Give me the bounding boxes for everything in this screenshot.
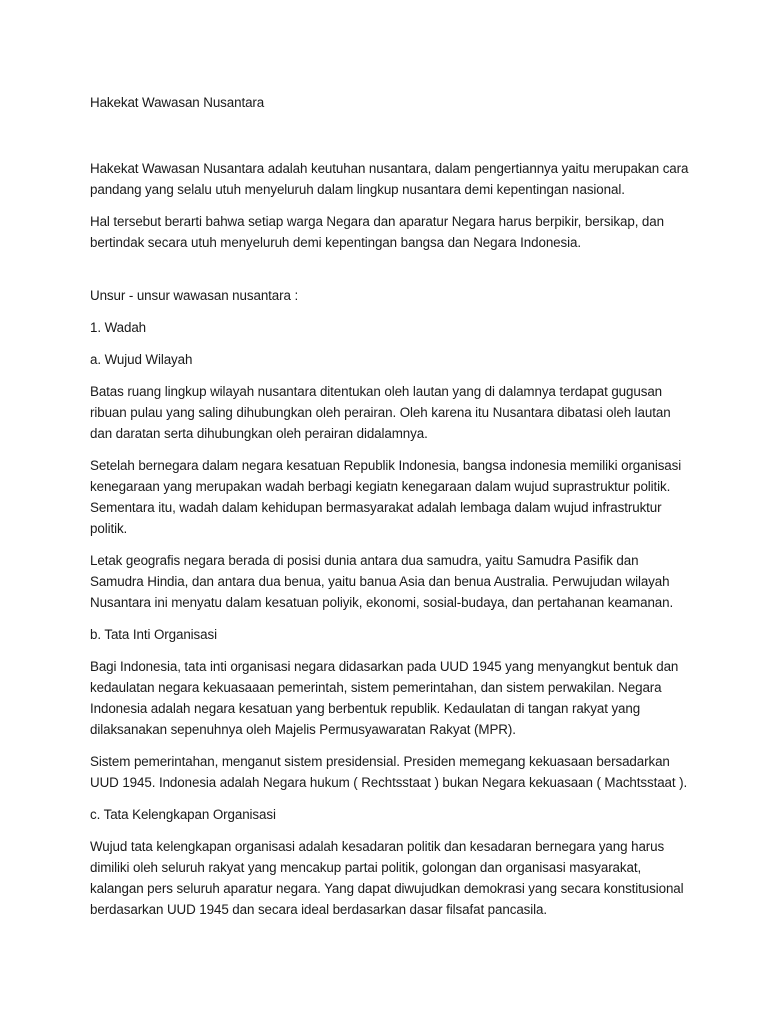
paragraph-letak-geografis: Letak geografis negara berada di posisi dunia antara dua samudra, yaitu Samudra Pasifik dan Samudra Hindia, dan antara dua benua, yaitu banua Asia dan benua Australia. Perwujudan wilayah Nusantara ini menyatu dalam kesatuan poliyik, ekonomi, sosial-budaya, dan pertahanan keamanan. (90, 553, 674, 610)
paragraph-hakekat-definition: Hakekat Wawasan Nusantara adalah keutuhan nusantara, dalam pengertiannya yaitu merupakan cara pandang yang selalu utuh menyeluruh dalam lingkup nusantara demi kepentingan nasional. (90, 161, 689, 197)
paragraph-sistem-pemerintahan: Sistem pemerintahan, menganut sistem presidensial. Presiden memegang kekuasaan bersadarkan UUD 1945. Indonesia adalah Negara hukum ( Rechtsstaat ) bukan Negara kekuasaan ( Machtsstaat ). (90, 754, 688, 790)
subheading-wujud-wilayah: a. Wujud Wilayah (90, 352, 193, 367)
section-heading-unsur: Unsur - unsur wawasan nusantara : (90, 288, 299, 303)
document-body (90, 92, 690, 920)
subheading-tata-kelengkapan: c. Tata Kelengkapan Organisasi (90, 807, 276, 822)
paragraph-tata-kelengkapan: Wujud tata kelengkapan organisasi adalah kesadaran politik dan kesadaran bernegara yang harus dimiliki oleh seluruh rakyat yang mencakup partai politik, golongan dan organisasi masyarakat, kalangan pers seluruh aparatur negara. Yang dapat diwujudkan demokrasi yang secara konstitusional berdasarkan UUD 1945 dan secara ideal berdasarkan dasar filsafat pancasila. (90, 839, 684, 917)
paragraph-batas-ruang: Batas ruang lingkup wilayah nusantara ditentukan oleh lautan yang di dalamnya terdapat gugusan ribuan pulau yang saling dihubungkan oleh perairan. Oleh karena itu Nusantara dibatasi oleh lautan dan daratan serta dihubungkan oleh perairan didalamnya. (90, 384, 671, 441)
paragraph-setelah-bernegara: Setelah bernegara dalam negara kesatuan Republik Indonesia, bangsa indonesia memiliki organisasi kenegaraan yang merupakan wadah berbagi kegiatn kenegaraan dalam wujud suprastruktur politik. Sementara itu, wadah dalam kehidupan bermasyarakat adalah lembaga dalam wujud infrastruktur politik. (90, 458, 682, 536)
subheading-wadah: 1. Wadah (90, 320, 147, 335)
paragraph-tata-inti: Bagi Indonesia, tata inti organisasi negara didasarkan pada UUD 1945 yang menyangkut bentuk dan kedaulatan negara kekuasaaan pemerintah, sistem pemerintahan, dan sistem perwakilan. Negara Indonesia adalah negara kesatuan yang berbentuk republik. Kedaulatan di tangan rakyat yang dilaksanakan sepenuhnya oleh Majelis Permusyawaratan Rakyat (MPR). (90, 659, 679, 737)
document-title: Hakekat Wawasan Nusantara (90, 95, 265, 110)
paragraph-hakekat-meaning: Hal tersebut berarti bahwa setiap warga Negara dan aparatur Negara harus berpikir, bersikap, dan bertindak secara utuh menyeluruh demi kepentingan bangsa dan Negara Indonesia. (90, 214, 664, 250)
subheading-tata-inti: b. Tata Inti Organisasi (90, 627, 217, 642)
